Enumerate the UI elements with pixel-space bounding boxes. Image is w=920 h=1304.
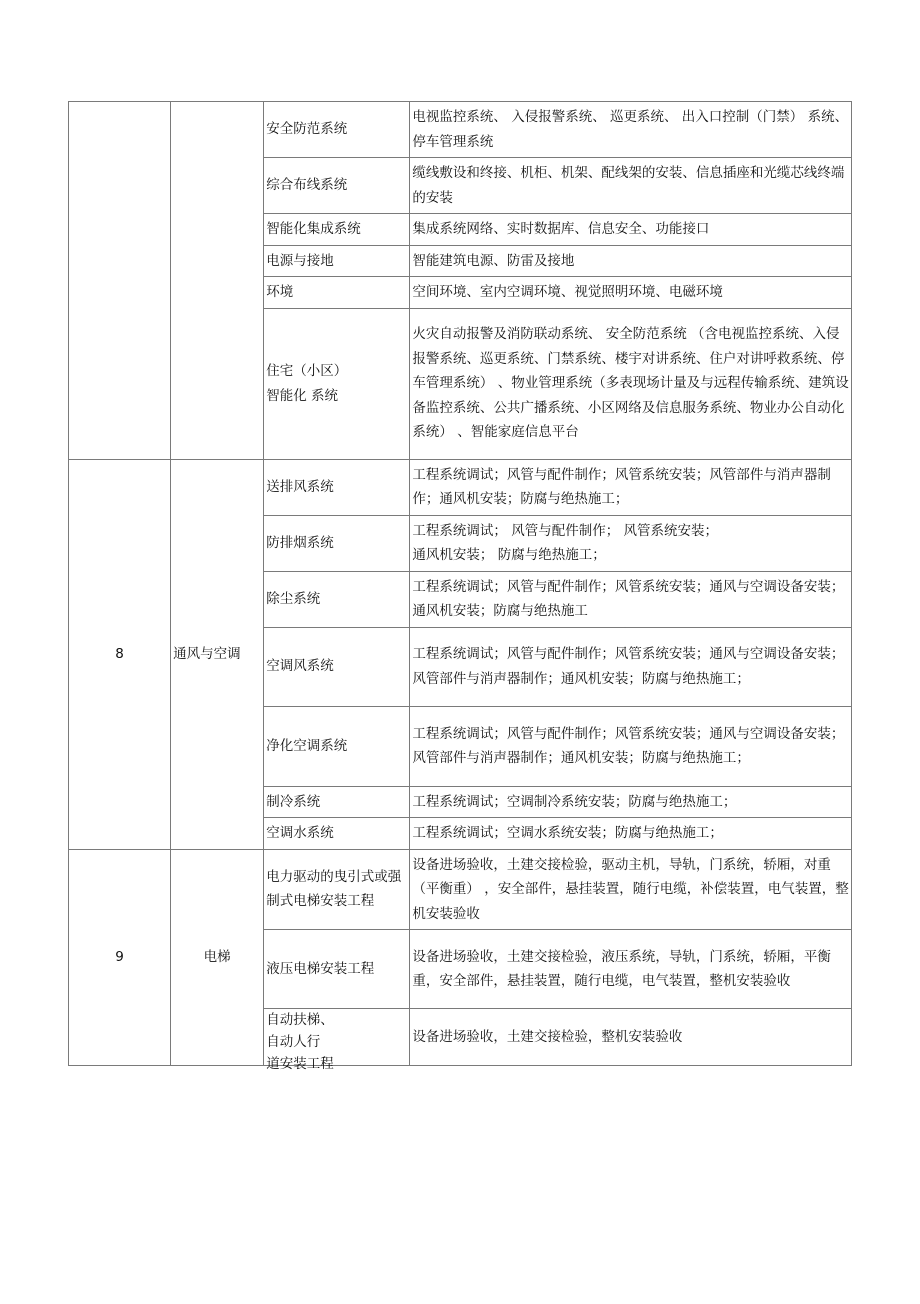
table-row	[69, 459, 852, 515]
content-cell: 空间环境、室内空调环境、视觉照明环境、电磁环境	[410, 277, 852, 309]
subsystem-cell: 电源与接地	[264, 245, 410, 277]
content-cell: 工程系统调试；风管与配件制作；风管系统安装；通风与空调设备安装；风管部件与消声器制作；通风机安装；防腐与绝热施工；	[410, 706, 852, 786]
subsystem-cell: 综合布线系统	[264, 158, 410, 214]
content-cell: 工程系统调试；风管与配件制作；风管系统安装；风管部件与消声器制作；通风机安装；防腐与绝热施工；	[410, 459, 852, 515]
content-cell: 集成系统网络、实时数据库、信息安全、功能接口	[410, 214, 852, 246]
content-cell: 设备进场验收，土建交接检验，驱动主机，导轨，门系统，轿厢，对重（平衡重） ，安全部件，悬挂装置，随行电缆，补偿装置，电气装置，整机安装验收	[410, 849, 852, 930]
content-cell: 智能建筑电源、防雷及接地	[410, 245, 852, 277]
subsystem-text: 自动扶梯、 自动人行 道安装工程	[266, 1012, 334, 1072]
item-number: 8	[69, 459, 171, 849]
acceptance-division-table	[68, 101, 852, 1072]
content-cell: 工程系统调试；风管与配件制作；风管系统安装；通风与空调设备安装；通风机安装；防腐与绝热施工	[410, 571, 852, 627]
content-cell: 设备进场验收，土建交接检验，液压系统，导轨，门系统，轿厢，平衡重，安全部件，悬挂装置，随行电缆，电气装置，整机安装验收	[410, 930, 852, 1009]
content-cell: 设备进场验收，土建交接检验，整机安装验收	[410, 1009, 852, 1066]
item-number: 9	[69, 849, 171, 1066]
subsystem-cell: 除尘系统	[264, 571, 410, 627]
content-cell: 火灾自动报警及消防联动系统、 安全防范系统 （含电视监控系统、入侵报警系统、巡更系统、门禁系统、楼宇对讲系统、住户对讲呼救系统、停车管理系统） 、物业管理系统（多表现场计量及与远程传输系统、建筑设备监控系统、公共广播系统、小区网络及信息服务系统、物业办公自动化系统） 、智能家庭信息平台	[410, 308, 852, 459]
content-cell: 工程系统调试； 风管与配件制作； 风管系统安装； 通风机安装； 防腐与绝热施工；	[410, 515, 852, 571]
subsystem-cell: 液压电梯安装工程	[264, 930, 410, 1009]
subsystem-cell: 电力驱动的曳引式或强制式电梯安装工程	[264, 849, 410, 930]
subsystem-cell: 制冷系统	[264, 786, 410, 818]
subsystem-cell: 空调水系统	[264, 818, 410, 850]
subsystem-cell: 住宅（小区） 智能化 系统	[264, 308, 410, 459]
subsystem-cell: 智能化集成系统	[264, 214, 410, 246]
subsystem-cell: 防排烟系统	[264, 515, 410, 571]
division-name: 电梯	[171, 849, 264, 1066]
content-cell: 缆线敷设和终接、机柜、机架、配线架的安装、信息插座和光缆芯线终端的安装	[410, 158, 852, 214]
content-cell: 电视监控系统、 入侵报警系统、 巡更系统、 出入口控制（门禁） 系统、停车管理系统	[410, 102, 852, 158]
number-cell	[69, 102, 171, 460]
subsystem-cell: 空调风系统	[264, 627, 410, 706]
content-cell: 工程系统调试；空调水系统安装；防腐与绝热施工；	[410, 818, 852, 850]
subsystem-cell: 送排风系统	[264, 459, 410, 515]
subsystem-cell: 环境	[264, 277, 410, 309]
subsystem-cell: 净化空调系统	[264, 706, 410, 786]
division-cell	[171, 102, 264, 460]
division-name: 通风与空调	[171, 459, 264, 849]
content-cell: 工程系统调试；空调制冷系统安装；防腐与绝热施工；	[410, 786, 852, 818]
table-row	[69, 849, 852, 930]
content-cell: 工程系统调试；风管与配件制作；风管系统安装；通风与空调设备安装；风管部件与消声器制作；通风机安装；防腐与绝热施工；	[410, 627, 852, 706]
subsystem-cell: 安全防范系统	[264, 102, 410, 158]
subsystem-cell	[264, 1009, 410, 1072]
table-row	[69, 102, 852, 158]
